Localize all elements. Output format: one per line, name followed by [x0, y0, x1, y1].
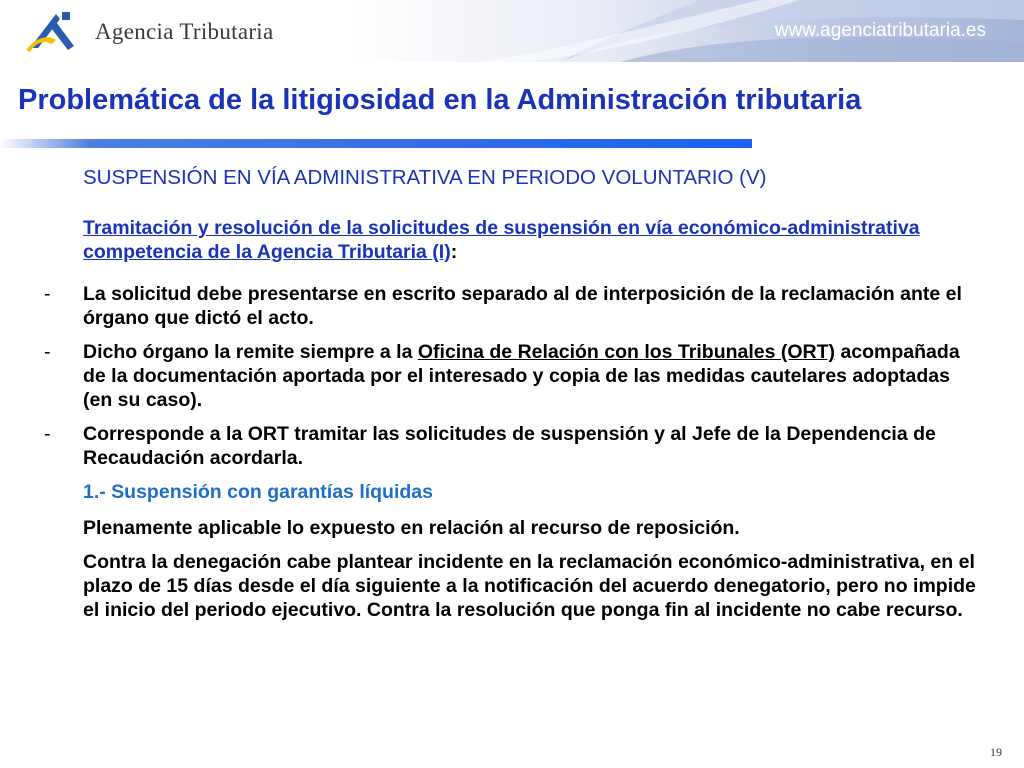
- agency-logo-icon: [22, 8, 78, 54]
- bullet-item: [44, 340, 983, 412]
- section-subtitle: SUSPENSIÓN EN VÍA ADMINISTRATIVA EN PERIODO VOLUNTARIO (V): [83, 166, 767, 189]
- bullet-text: La solicitud debe presentarse en escrito separado al de interposición de la reclamación ante el órgano que dictó el acto.: [83, 283, 962, 329]
- slide-title: Problemática de la litigiosidad en la Administración tributaria: [18, 84, 862, 116]
- title-underline-bar: [0, 139, 752, 148]
- bullet-marker: -: [44, 341, 51, 363]
- bullet-marker: -: [44, 423, 51, 445]
- bullet-text: Corresponde a la ORT tramitar las solicitudes de suspensión y al Jefe de la Dependencia de Recaudación acordarla.: [83, 423, 936, 469]
- bullet-marker: -: [44, 283, 51, 305]
- ort-underlined-term: Oficina de Relación con los Tribunales (ORT): [417, 341, 836, 363]
- bullet-text-after: acompañada de la documentación aportada por el interesado y copia de las medidas cautelares adoptadas (en su caso).: [83, 341, 960, 411]
- bullet-item: [44, 422, 983, 470]
- topic-heading: [83, 216, 983, 264]
- header-banner: [0, 0, 1024, 62]
- subheading-liquid-guarantees: 1.- Suspensión con garantías líquidas: [83, 481, 433, 503]
- slide-content: [44, 166, 983, 632]
- bullet-text-before: Dicho órgano la remite siempre a la: [83, 341, 418, 363]
- topic-link[interactable]: Tramitación y resolución de la solicitudes de suspensión en vía económico-administrativa competencia de la Agencia Tributaria (I): [83, 217, 920, 263]
- page-number: 19: [990, 745, 1002, 759]
- website-url-link[interactable]: www.agenciatributaria.es: [774, 20, 986, 41]
- paragraph: Plenamente aplicable lo expuesto en relación al recurso de reposición.: [83, 517, 740, 539]
- bullet-item: [44, 282, 983, 330]
- topic-link-suffix: :: [450, 241, 458, 263]
- brand-name: Agencia Tributaria: [95, 19, 274, 44]
- paragraph: Contra la denegación cabe plantear incidente en la reclamación económico-administrativa, en el plazo de 15 días desde el día siguiente a la notificación del acuerdo denegatorio, pero no impide el inicio del periodo ejecutivo. Contra la resolución que ponga fin al incidente no cabe recurso.: [83, 551, 976, 621]
